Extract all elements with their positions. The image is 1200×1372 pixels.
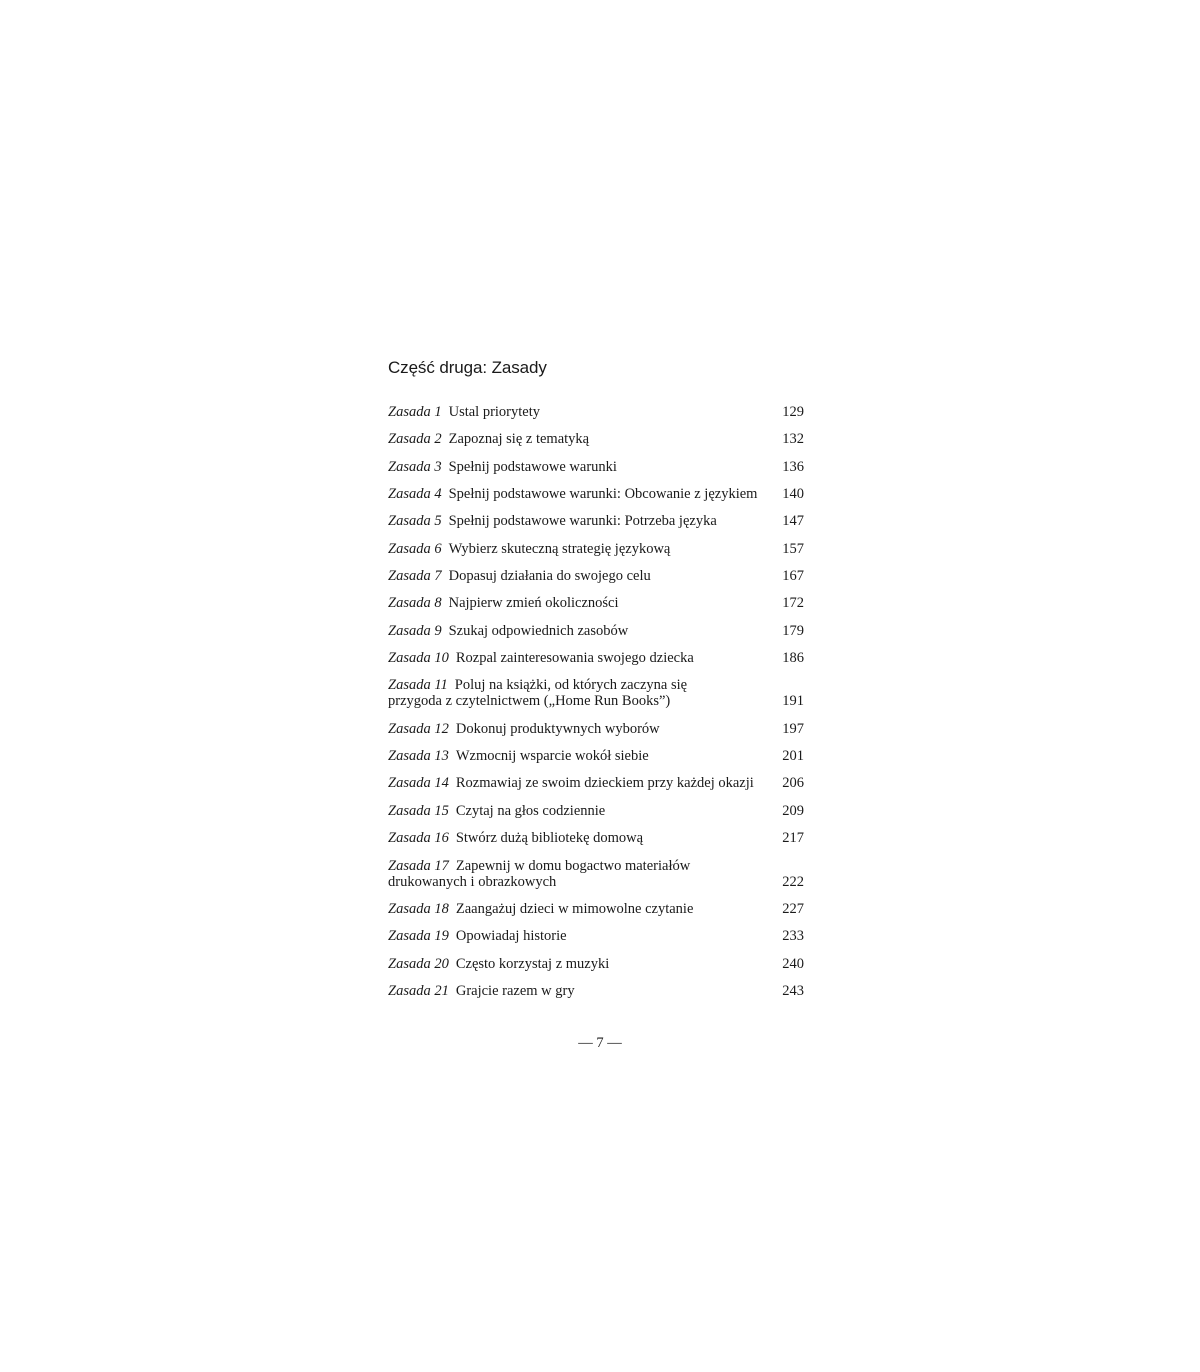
toc-entry-text: [388, 541, 774, 557]
toc-entry-title: Zaangażuj dzieci w mimowolne czytanie: [455, 900, 694, 917]
toc-entry-page: 197: [782, 720, 804, 737]
toc-entry-label: Zasada 21: [388, 982, 449, 999]
toc-entry-label: Zasada 5: [388, 513, 442, 530]
toc-entry-text: [388, 830, 774, 846]
toc-entry-label: Zasada 2: [388, 431, 442, 448]
toc-entry-page: 209: [782, 802, 804, 819]
toc-entry-title-line1: Poluj na książki, od których zaczyna się: [454, 677, 688, 694]
toc-entry-label: Zasada 16: [388, 830, 449, 847]
toc-entry-label: Zasada 6: [388, 540, 442, 557]
toc-entry-text: [388, 956, 774, 972]
toc-entry-page: 140: [782, 486, 804, 503]
toc-entry-page: 179: [782, 622, 804, 639]
toc-entry-title: Zapoznaj się z tematyką: [448, 431, 590, 448]
toc-entry-text: [388, 459, 774, 475]
toc-entry-label: Zasada 19: [388, 928, 449, 945]
toc-entry-page: 217: [782, 830, 804, 847]
toc-entry-10: [388, 650, 804, 666]
toc-entry-title: Opowiadaj historie: [455, 928, 567, 945]
toc-entry-title: Wzmocnij wsparcie wokół siebie: [455, 748, 649, 765]
toc-entry-6: [388, 541, 804, 557]
toc-entry-title: Spełnij podstawowe warunki: Obcowanie z językiem: [448, 486, 758, 503]
toc-entry-text: [388, 803, 774, 819]
toc-entry-20: [388, 956, 804, 972]
toc-entry-text: [388, 775, 774, 791]
toc-entry-7: [388, 568, 804, 584]
toc-entry-text: [388, 748, 774, 764]
page-number-folio: — 7 —: [578, 1035, 622, 1051]
toc-entry-label: Zasada 20: [388, 955, 449, 972]
toc-entry-page: 243: [782, 982, 804, 999]
toc-entry-text: [388, 595, 774, 611]
table-of-contents: [388, 404, 804, 1010]
toc-entry-3: [388, 459, 804, 475]
toc-entry-text: [388, 513, 774, 529]
toc-entry-page: 186: [782, 650, 804, 667]
toc-entry-title: Dokonuj produktywnych wyborów: [455, 720, 660, 737]
toc-entry-page: 132: [782, 431, 804, 448]
toc-entry-title: Najpierw zmień okoliczności: [448, 595, 619, 612]
toc-entry-title: Rozmawiaj ze swoim dzieckiem przy każdej okazji: [455, 775, 754, 792]
toc-entry-page: 147: [782, 513, 804, 530]
toc-entry-13: [388, 748, 804, 764]
toc-entry-title: Spełnij podstawowe warunki: Potrzeba języka: [448, 513, 717, 530]
toc-entry-label: Zasada 17: [388, 857, 449, 874]
toc-page: [388, 356, 804, 999]
toc-entry-text: [388, 623, 774, 639]
toc-entry-title: Wybierz skuteczną strategię językową: [448, 540, 671, 557]
toc-entry-16: [388, 830, 804, 846]
toc-entry-page: 227: [782, 900, 804, 917]
toc-entry-title-line1: Zapewnij w domu bogactwo materiałów: [455, 857, 691, 874]
toc-entry-4: [388, 486, 804, 502]
toc-entry-text: [388, 928, 774, 944]
toc-entry-title-line2: przygoda z czytelnictwem („Home Run Books”): [388, 693, 671, 710]
toc-entry-text: [388, 858, 774, 890]
toc-entry-label: Zasada 11: [388, 677, 448, 694]
toc-entry-text: [388, 486, 774, 502]
toc-entry-page: 233: [782, 928, 804, 945]
toc-entry-page: 201: [782, 748, 804, 765]
toc-entry-text: [388, 721, 774, 737]
toc-entry-text: [388, 568, 774, 584]
toc-entry-title: Stwórz dużą bibliotekę domową: [455, 830, 644, 847]
toc-entry-page: 222: [782, 873, 804, 890]
toc-entry-text: [388, 677, 774, 709]
toc-entry-12: [388, 721, 804, 737]
toc-entry-label: Zasada 7: [388, 568, 442, 585]
toc-entry-title: Często korzystaj z muzyki: [455, 955, 610, 972]
toc-entry-text: [388, 431, 774, 447]
toc-entry-label: Zasada 15: [388, 802, 449, 819]
toc-entry-17: [388, 858, 804, 890]
toc-entry-label: Zasada 14: [388, 775, 449, 792]
toc-entry-title: Dopasuj działania do swojego celu: [448, 568, 651, 585]
toc-entry-label: Zasada 13: [388, 748, 449, 765]
toc-entry-5: [388, 513, 804, 529]
toc-entry-8: [388, 595, 804, 611]
toc-entry-page: 167: [782, 568, 804, 585]
toc-entry-page: 136: [782, 458, 804, 475]
toc-entry-title: Szukaj odpowiednich zasobów: [448, 622, 629, 639]
toc-entry-page: 240: [782, 955, 804, 972]
toc-entry-14: [388, 775, 804, 791]
toc-entry-label: Zasada 12: [388, 720, 449, 737]
section-title: Część druga: Zasady: [388, 358, 547, 377]
toc-entry-label: Zasada 9: [388, 622, 442, 639]
toc-entry-title: Ustal priorytety: [448, 404, 541, 420]
toc-entry-page: 172: [782, 595, 804, 612]
toc-entry-11: [388, 677, 804, 709]
toc-entry-text: [388, 650, 774, 666]
toc-entry-label: Zasada 4: [388, 486, 442, 503]
toc-entry-text: [388, 901, 774, 917]
toc-entry-19: [388, 928, 804, 944]
toc-entry-page: 157: [782, 540, 804, 557]
toc-entry-title: Grajcie razem w gry: [455, 982, 575, 999]
toc-entry-label: Zasada 1: [388, 404, 442, 420]
toc-entry-page: 129: [782, 404, 804, 420]
toc-entry-label: Zasada 8: [388, 595, 442, 612]
toc-entry-text: [388, 404, 774, 420]
toc-entry-title: Czytaj na głos codziennie: [455, 802, 606, 819]
toc-entry-title: Rozpal zainteresowania swojego dziecka: [455, 650, 694, 667]
toc-entry-1: [388, 404, 804, 420]
toc-entry-15: [388, 803, 804, 819]
toc-entry-label: Zasada 10: [388, 650, 449, 667]
toc-entry-title: Spełnij podstawowe warunki: [448, 458, 617, 475]
toc-entry-page: 191: [782, 693, 804, 710]
toc-entry-page: 206: [782, 775, 804, 792]
toc-entry-label: Zasada 18: [388, 900, 449, 917]
toc-entry-21: [388, 983, 804, 999]
toc-entry-9: [388, 623, 804, 639]
toc-entry-label: Zasada 3: [388, 458, 442, 475]
toc-entry-title-line2: drukowanych i obrazkowych: [388, 873, 557, 890]
toc-entry-2: [388, 431, 804, 447]
toc-entry-text: [388, 983, 774, 999]
toc-entry-18: [388, 901, 804, 917]
